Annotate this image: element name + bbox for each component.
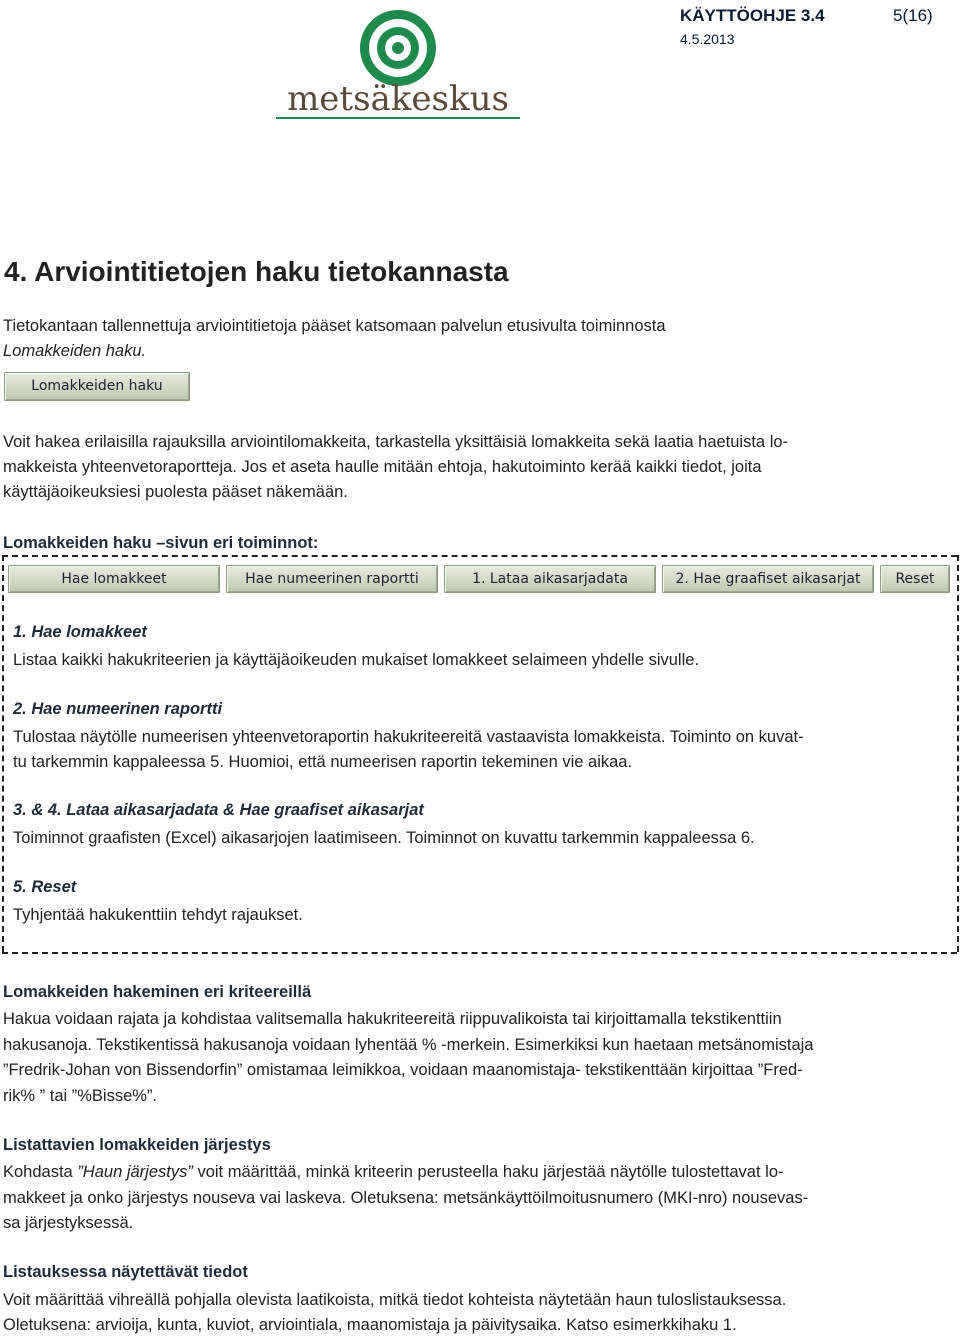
shown-title: Listauksessa näytettävät tiedot	[3, 1263, 248, 1281]
para2-line-1: Voit hakea erilaisilla rajauksilla arviointilomakkeita, tarkastella yksittäisiä lomakkeita sekä laatia haetuista lo-	[3, 433, 789, 451]
para2-line-3: käyttäjäoikeuksiesi puolesta pääset näkemään.	[3, 483, 348, 501]
item-2-text-1: Tulostaa näytölle numeerisen yhteenvetoraportin hakukriteereitä vastaavista lomakkeista. Toiminto on kuvat-	[13, 728, 804, 746]
order-line-1-pre: Kohdasta	[3, 1163, 78, 1181]
lataa-aikasarjadata-button[interactable]: 1. Lataa aikasarjadata	[444, 565, 656, 593]
criteria-line-1: Hakua voidaan rajata ja kohdistaa valitsemalla hakukriteereitä riippuvalikoista tai kirjoittamalla tekstikenttiin	[3, 1010, 782, 1028]
intro-line-2: Lomakkeiden haku.	[3, 342, 147, 360]
para2-line-2: makkeista yhteenvetoraportteja. Jos et aseta haulle mitään ehtoja, hakutoiminto kerää kaikki tiedot, joita	[3, 458, 762, 476]
document-date: 4.5.2013	[680, 31, 735, 47]
reset-button[interactable]: Reset	[880, 565, 950, 593]
shown-line-2: Oletuksena: arvioija, kunta, kuviot, arviointiala, maanomistaja ja päivitysaika. Katso esimerkkihaku 1.	[3, 1316, 737, 1334]
metsakeskus-logo	[272, 4, 524, 122]
order-title: Listattavien lomakkeiden järjestys	[3, 1136, 271, 1154]
order-line-3: sa järjestyksessä.	[3, 1214, 134, 1232]
item-2-title: 2. Hae numeerinen raportti	[13, 700, 223, 718]
criteria-line-3: ”Fredrik-Johan von Bissendorfin” omistamaa leimikkoa, voidaan maanomistaja- tekstikenttään kirjoittaa ”Fred-	[3, 1061, 803, 1079]
item-1-title: 1. Hae lomakkeet	[13, 623, 147, 641]
functions-label: Lomakkeiden haku –sivun eri toiminnot:	[3, 534, 319, 552]
intro-line-1: Tietokantaan tallennettuja arviointitietoja pääset katsomaan palvelun etusivulta toiminnosta	[3, 317, 666, 335]
item-5-text: Tyhjentää hakukenttiin tehdyt rajaukset.	[13, 906, 303, 924]
box-left-border	[2, 555, 4, 952]
box-right-border	[957, 555, 959, 952]
order-line-2: makkeet ja onko järjestys nouseva vai laskeva. Oletuksena: metsänkäyttöilmoitusnumero (MKI-nro) nousevas-	[3, 1189, 809, 1207]
criteria-title: Lomakkeiden hakeminen eri kriteereillä	[3, 983, 312, 1001]
hae-numeerinen-raportti-button[interactable]: Hae numeerinen raportti	[226, 565, 438, 593]
criteria-line-4: rik% ” tai ”%Bisse%”.	[3, 1087, 158, 1105]
item-3-text: Toiminnot graafisten (Excel) aikasarjojen laatimiseen. Toiminnot on kuvattu tarkemmin kappaleessa 6.	[13, 829, 755, 847]
hae-lomakkeet-button[interactable]: Hae lomakkeet	[8, 565, 220, 593]
criteria-line-2: hakusanoja. Tekstikentissä hakusanoja voidaan lyhentää % -merkein. Esimerkiksi kun haetaan metsänomistaja	[3, 1036, 814, 1054]
order-line-1-em: ”Haun järjestys”	[77, 1163, 193, 1181]
lomakkeiden-haku-button[interactable]: Lomakkeiden haku	[4, 372, 190, 401]
document-title: KÄYTTÖOHJE 3.4	[680, 6, 825, 25]
item-3-title: 3. & 4. Lataa aikasarjadata & Hae graafiset aikasarjat	[13, 801, 424, 819]
order-line-1	[3, 1160, 948, 1186]
item-5-title: 5. Reset	[13, 878, 77, 896]
order-line-1-post: voit määrittää, minkä kriteerin perusteella haku järjestää näytölle tulostettavat lo-	[192, 1163, 784, 1181]
section-heading: 4. Arviointitietojen haku tietokannasta	[4, 256, 509, 287]
page-number: 5(16)	[893, 6, 933, 25]
item-2-text-2: tu tarkemmin kappaleessa 5. Huomioi, että numeerisen raportin tekeminen vie aikaa.	[13, 753, 633, 771]
logo-wordmark: metsäkeskus	[287, 79, 509, 119]
shown-line-1: Voit määrittää vihreällä pohjalla olevista laatikoista, mitkä tiedot kohteista näytetään haun tuloslistauksessa.	[3, 1291, 787, 1309]
hae-graafiset-aikasarjat-button[interactable]: 2. Hae graafiset aikasarjat	[662, 565, 874, 593]
item-1-text: Listaa kaikki hakukriteerien ja käyttäjäoikeuden mukaiset lomakkeet selaimeen yhdelle sivulle.	[13, 651, 700, 669]
